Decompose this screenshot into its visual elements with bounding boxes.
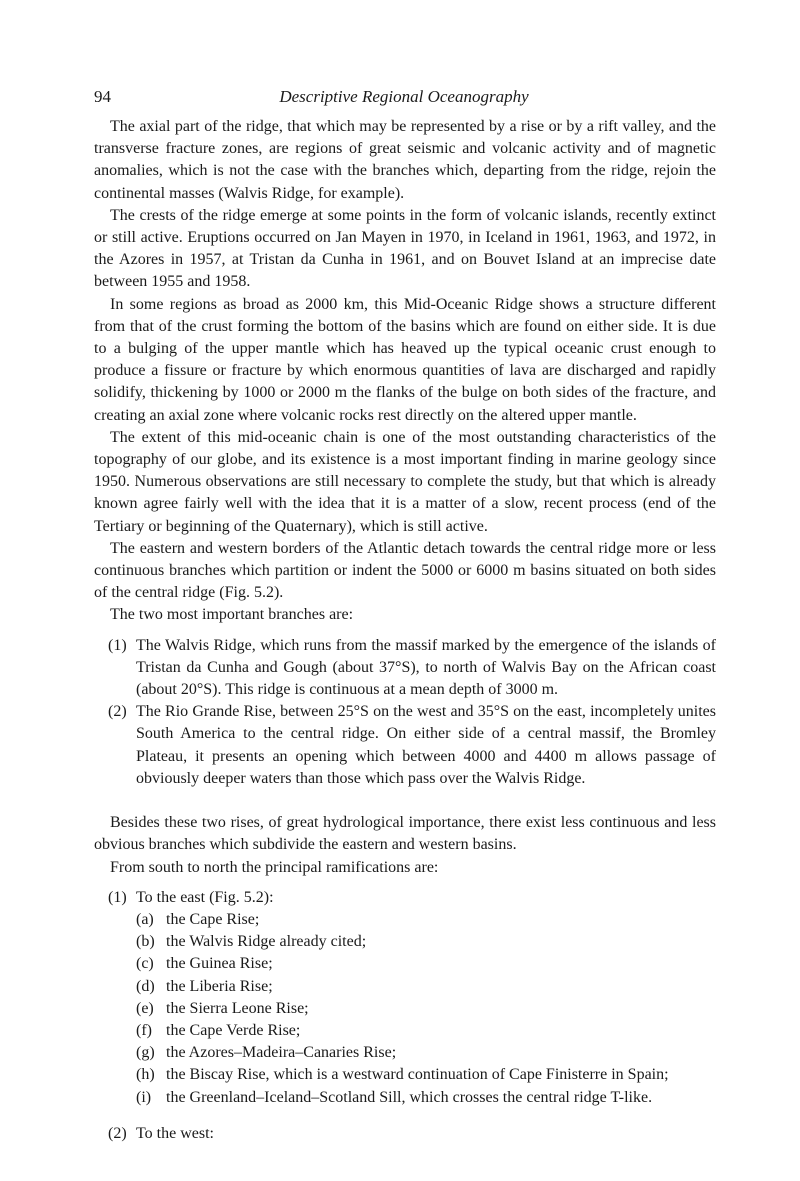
sub-list-item	[136, 998, 716, 1020]
list-number: (2)	[108, 1124, 127, 1142]
sub-list-letter: (i)	[136, 1088, 152, 1106]
sub-list-text: the Liberia Rise;	[166, 977, 273, 995]
sub-list-letter: (f)	[136, 1021, 152, 1039]
sub-list-item	[136, 909, 716, 931]
paragraph: The two most important branches are:	[110, 606, 354, 624]
sub-list-item	[136, 953, 716, 975]
sub-list-text: the Cape Rise;	[166, 910, 260, 928]
paragraph: The eastern and western borders of the Atlantic detach towards the central ridge more or less continuous branches which partition or indent the 5000 or 6000 m basins situated on both sides of the central ridge (Fig. 5.2).	[94, 539, 716, 602]
sub-list-text: the Azores–Madeira–Canaries Rise;	[166, 1044, 397, 1062]
sub-list-item	[136, 1042, 716, 1064]
list-item-text: To the east (Fig. 5.2):	[136, 888, 274, 906]
paragraph: Besides these two rises, of great hydrological importance, there exist less continuous and less obvious branches which subdivide the eastern and western basins.	[94, 814, 716, 854]
list-item	[94, 635, 716, 702]
sub-list-item	[136, 976, 716, 998]
sub-list-item	[136, 931, 716, 953]
sub-list-item	[136, 1064, 716, 1086]
sub-list-text: the Biscay Rise, which is a westward continuation of Cape Finisterre in Spain;	[166, 1066, 669, 1084]
sub-list-letter: (c)	[136, 955, 154, 973]
sub-list-item	[136, 1087, 716, 1109]
spacer	[94, 798, 716, 812]
east-ramifications	[136, 909, 716, 1109]
list-item	[94, 887, 716, 1109]
list-number: (1)	[108, 636, 127, 654]
paragraph: The axial part of the ridge, that which may be represented by a rise or by a rift valley, and the transverse fracture zones, are regions of great seismic and volcanic activity and of magnetic anomalies, which is not the case with the branches which, departing from the ridge, rejoin the continental masses (Walvis Ridge, for example).	[94, 118, 716, 202]
sub-list-letter: (a)	[136, 910, 154, 928]
sub-list-text: the Cape Verde Rise;	[166, 1021, 301, 1039]
sub-list-letter: (d)	[136, 977, 155, 995]
sub-list-letter: (b)	[136, 933, 155, 951]
list-number: (1)	[108, 888, 127, 906]
sub-list-text: the Sierra Leone Rise;	[166, 999, 309, 1017]
list-item	[94, 1123, 716, 1145]
branches-list	[94, 635, 716, 790]
list-item	[94, 701, 716, 790]
sub-list-text: the Walvis Ridge already cited;	[166, 933, 367, 951]
list-item-text: The Rio Grande Rise, between 25°S on the west and 35°S on the east, incompletely unites South America to the central ridge. On either side of a central massif, the Bromley Plateau, it presents an opening which between 4000 and 4400 m allows passage of obviously deeper waters than those which pass over the Walvis Ridge.	[136, 703, 716, 787]
paragraph: The extent of this mid-oceanic chain is one of the most outstanding characteristics of the topography of our globe, and its existence is a most important finding in marine geology since 1950. Numerous observations are still necessary to complete the study, but that which is already known agree fairly well with the idea that it is a matter of a slow, recent process (end of the Tertiary or beginning of the Quaternary), which is still active.	[94, 428, 716, 535]
paragraph: The crests of the ridge emerge at some points in the form of volcanic islands, recently extinct or still active. Eruptions occurred on Jan Mayen in 1970, in Iceland in 1961, 1963, and 1972, in the Azores in 1957, at Tristan da Cunha in 1961, and on Bouvet Island at an imprecise date between 1955 and 1958.	[94, 206, 716, 291]
paragraph: From south to north the principal ramifications are:	[110, 858, 439, 876]
page-header	[94, 86, 714, 110]
list-number: (2)	[108, 703, 127, 721]
sub-list-text: the Greenland–Iceland–Scotland Sill, which crosses the central ridge T-like.	[166, 1088, 653, 1106]
running-title: Descriptive Regional Oceanography	[279, 87, 529, 106]
sub-list-letter: (h)	[136, 1066, 155, 1084]
sub-list-item	[136, 1020, 716, 1042]
list-item-text: The Walvis Ridge, which runs from the massif marked by the emergence of the islands of Tristan da Cunha and Gough (about 37°S), to north of Walvis Bay on the African coast (about 20°S). This ridge is continuous at a mean depth of 3000 m.	[136, 636, 716, 699]
paragraph: In some regions as broad as 2000 km, this Mid-Oceanic Ridge shows a structure different from that of the crust forming the bottom of the basins which are found on either side. It is due to a bulging of the upper mantle which has heaved up the typical oceanic crust enough to produce a fissure or fracture by which enormous quantities of lava are discharged and rapidly solidify, thickening by 1000 or 2000 m the flanks of the bulge on both sides of the fracture, and creating an axial zone where volcanic rocks rest directly on the altered upper mantle.	[94, 295, 716, 424]
page-number: 94	[94, 87, 111, 106]
sub-list-text: the Guinea Rise;	[166, 955, 273, 973]
ramifications-list	[94, 887, 716, 1145]
sub-list-letter: (e)	[136, 999, 154, 1017]
list-item-text: To the west:	[136, 1124, 214, 1142]
sub-list-letter: (g)	[136, 1044, 155, 1062]
body-text	[94, 116, 716, 1145]
